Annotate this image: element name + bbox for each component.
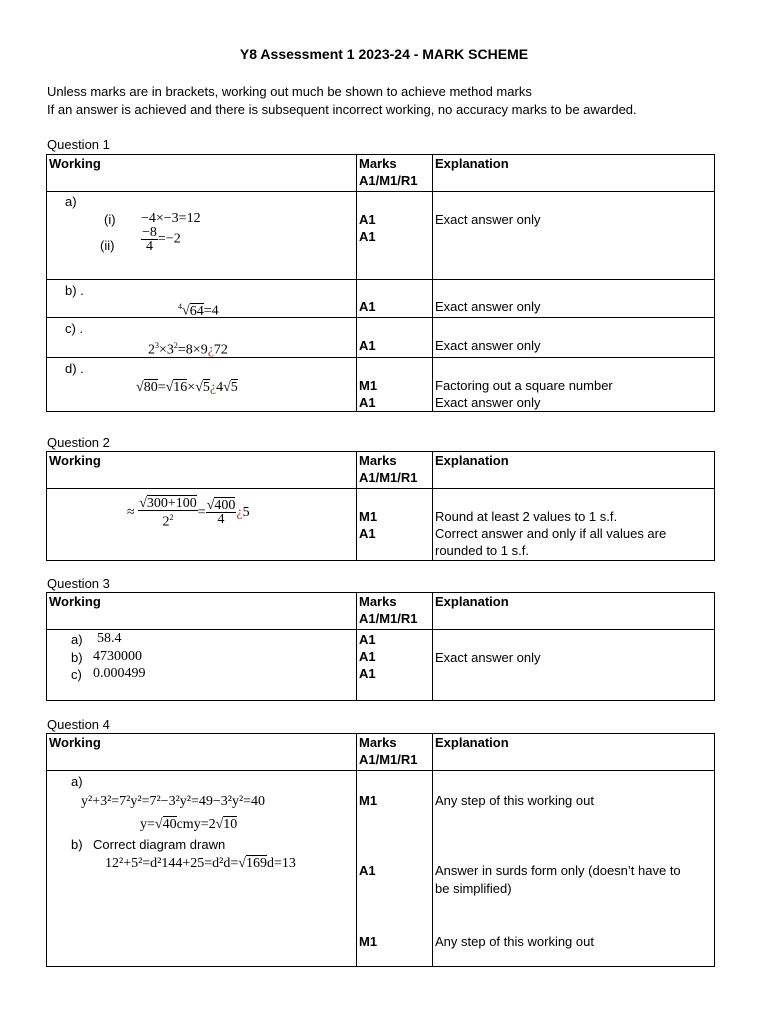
q1-a-working <box>47 192 357 280</box>
explanation-header: Explanation <box>433 593 715 630</box>
q4-expl-1: Any step of this working out <box>435 793 594 808</box>
q3-b-label: b) <box>71 650 83 665</box>
q2-row <box>47 489 715 561</box>
q3-c-label: c) <box>71 667 82 682</box>
working-header: Working <box>47 593 357 630</box>
q1-c-math: $2^3\times 3^2=8\times 9¿72$ <box>148 341 228 358</box>
q1-row-c <box>47 318 715 358</box>
marks-header: Marks A1/M1/R1 <box>357 155 433 192</box>
q1-a-marks: A1 A1 <box>357 192 433 280</box>
question-4-table <box>46 733 715 967</box>
q1-d-working <box>47 358 357 412</box>
q4-expl-2: Answer in surds form only (doesn’t have to <box>435 863 681 878</box>
q1-row-d <box>47 358 715 412</box>
q4-a-line1: y²+3²=7²y²=7²−3²y²=49−3²y²=40 <box>81 794 266 809</box>
q1-a-ii-math: $\frac{-8}{4}$ =−2 <box>142 225 181 254</box>
q4-working <box>47 771 357 967</box>
explanation-header: Explanation <box>433 452 715 489</box>
marks-header: Marks A1/M1/R1 <box>357 452 433 489</box>
q1-c-explanation: Exact answer only <box>433 318 715 358</box>
q1-d-marks: M1 A1 <box>357 358 433 412</box>
q1-d-label: d) . <box>65 361 84 376</box>
q1-b-label: b) . <box>65 283 84 298</box>
q1-b-explanation: Exact answer only <box>433 280 715 318</box>
q2-num1: 300+100 <box>146 496 197 511</box>
q4-marks <box>357 771 433 967</box>
q4-b-label: b) <box>71 837 83 852</box>
q3-row <box>47 630 715 701</box>
q3-marks: A1 A1 A1 <box>357 630 433 701</box>
q3-a-label: a) <box>71 632 83 647</box>
q1-b-math: $^4$√64=4 <box>178 302 219 319</box>
q2-working <box>47 489 357 561</box>
marks-header: Marks A1/M1/R1 <box>357 593 433 630</box>
explanation-header: Explanation <box>433 155 715 192</box>
q4-b-line: 12²+5²=d²144+25=d²d=√169d=13 <box>105 856 296 871</box>
q3-b-value: 4730000 <box>93 649 142 664</box>
q1-b-working <box>47 280 357 318</box>
q4-mark-3: M1 <box>359 934 378 949</box>
q1-a-i-label: (i) <box>104 212 116 227</box>
header-row <box>47 734 715 771</box>
question-4-label: Question 4 <box>47 717 110 732</box>
explanation-header: Explanation <box>433 734 715 771</box>
q1-c-marks: A1 <box>357 318 433 358</box>
q4-a-line2: y=√40cmy=2√10 <box>140 817 238 832</box>
marks-header: Marks A1/M1/R1 <box>357 734 433 771</box>
page-title: Y8 Assessment 1 2023-24 - MARK SCHEME <box>239 46 529 62</box>
q3-explanation: Exact answer only <box>433 630 715 701</box>
q2-num2: 400 <box>214 498 236 514</box>
q1-a-ii-num: −8 <box>142 225 157 240</box>
working-header: Working <box>47 155 357 192</box>
q1-a-explanation: Exact answer only <box>433 192 715 280</box>
header-row <box>47 155 715 192</box>
intro-line-2: If an answer is achieved and there is subsequent incorrect working, no accuracy marks to be awarded. <box>47 102 637 117</box>
q4-mark-1: M1 <box>359 793 378 808</box>
q4-a-label: a) <box>71 774 83 789</box>
q4-b-text: Correct diagram drawn <box>93 837 226 852</box>
q1-a-label: a) <box>65 194 77 209</box>
q1-a-i-math: −4×−3=12 <box>141 211 201 226</box>
q4-explanation <box>433 771 715 967</box>
q3-a-value: 58.4 <box>97 631 122 646</box>
q2-math: ≈ $\frac{√300+100}{2^2}$ = $\frac{√400}{4}$ ¿5 <box>127 496 250 530</box>
q3-c-value: 0.000499 <box>93 666 146 681</box>
q4-row <box>47 771 715 967</box>
question-2-table <box>46 451 715 561</box>
q1-row-a <box>47 192 715 280</box>
q4-expl-4: Any step of this working out <box>435 934 594 949</box>
q2-explanation: Round at least 2 values to 1 s.f. Correct answer and only if all values are rounded to 1 s.f. <box>433 489 715 561</box>
q4-expl-3: be simplified) <box>435 881 512 896</box>
q1-b-marks: A1 <box>357 280 433 318</box>
q1-c-working <box>47 318 357 358</box>
q1-row-b <box>47 280 715 318</box>
question-1-table <box>46 154 715 412</box>
q2-marks: M1 A1 <box>357 489 433 561</box>
q1-d-explanation: Factoring out a square number Exact answer only <box>433 358 715 412</box>
q1-a-ii-label: (ii) <box>100 238 115 253</box>
working-header: Working <box>47 452 357 489</box>
q1-c-label: c) . <box>65 321 84 336</box>
working-header: Working <box>47 734 357 771</box>
q3-working <box>47 630 357 701</box>
question-3-table <box>46 592 715 701</box>
header-row <box>47 452 715 489</box>
q4-mark-2: A1 <box>359 863 376 878</box>
question-1-label: Question 1 <box>47 137 110 152</box>
intro-line-1: Unless marks are in brackets, working out much be shown to achieve method marks <box>47 84 532 99</box>
q1-d-math: √80=√16×√5¿4√5 <box>136 380 238 395</box>
header-row <box>47 593 715 630</box>
q1-a-ii-den: 4 <box>145 239 153 254</box>
question-2-label: Question 2 <box>47 435 110 450</box>
question-3-label: Question 3 <box>47 576 110 591</box>
